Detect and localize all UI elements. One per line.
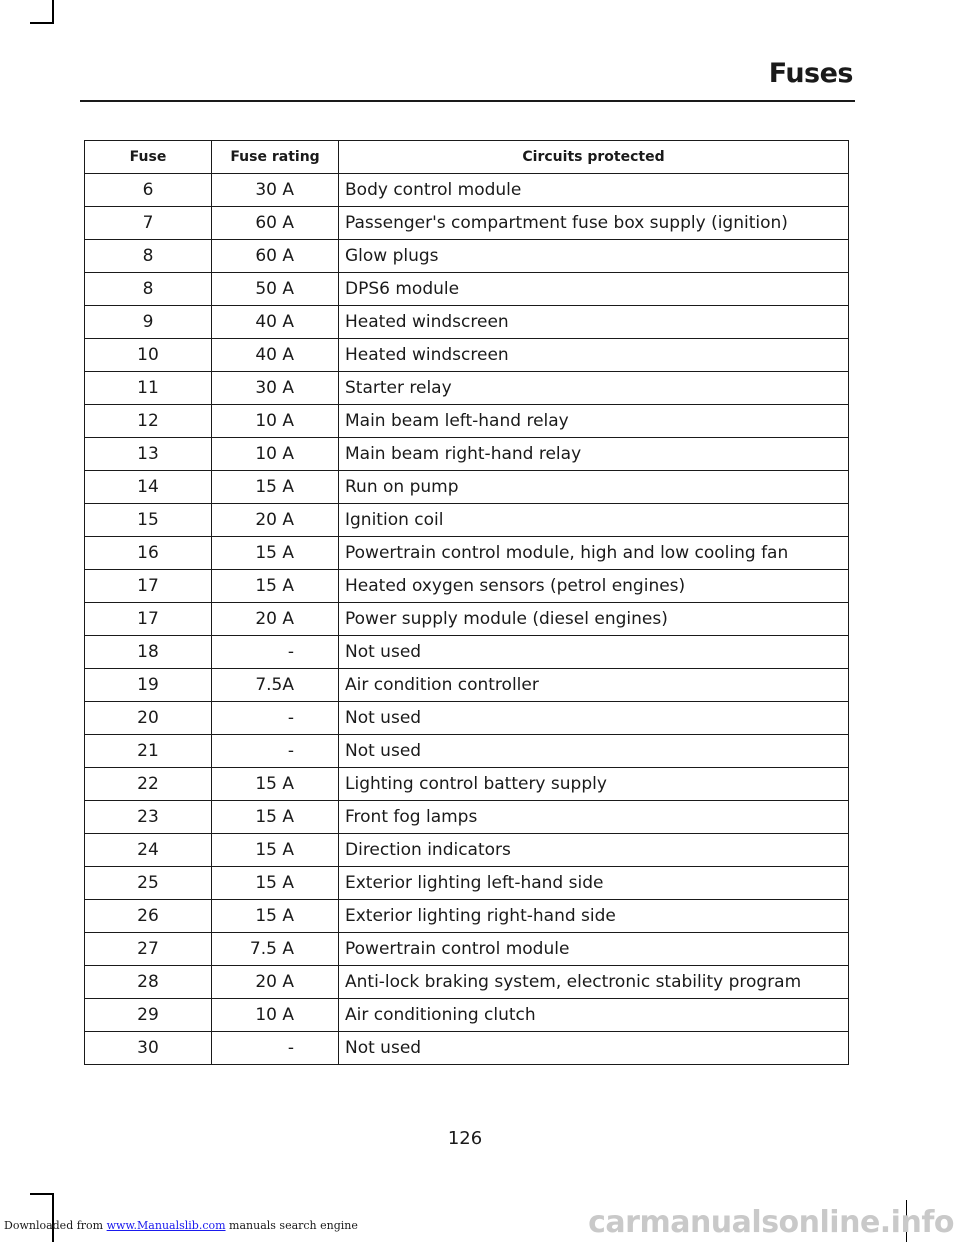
manualslib-link[interactable]: www.Manualslib.com: [106, 1219, 226, 1232]
circuit-protected: Starter relay: [339, 372, 849, 405]
circuit-protected: Body control module: [339, 174, 849, 207]
fuse-rating: 10 A: [212, 999, 339, 1032]
table-row: [85, 834, 849, 867]
circuit-protected: Anti-lock braking system, electronic stability program: [339, 966, 849, 999]
fuse-number: 29: [85, 999, 212, 1032]
circuit-protected: Direction indicators: [339, 834, 849, 867]
table-row: [85, 636, 849, 669]
fuse-number: 14: [85, 471, 212, 504]
table-row: [85, 999, 849, 1032]
fuse-number: 15: [85, 504, 212, 537]
circuit-protected: Heated windscreen: [339, 339, 849, 372]
table-row: [85, 438, 849, 471]
fuse-number: 6: [85, 174, 212, 207]
circuit-protected: Ignition coil: [339, 504, 849, 537]
fuse-rating: 30 A: [212, 372, 339, 405]
fuse-rating: 15 A: [212, 768, 339, 801]
fuse-rating: 20 A: [212, 504, 339, 537]
fuse-number: 28: [85, 966, 212, 999]
fuse-number: 8: [85, 240, 212, 273]
fuse-rating: 60 A: [212, 240, 339, 273]
circuit-protected: Air condition controller: [339, 669, 849, 702]
crop-mark-top-left-vertical: [52, 0, 54, 24]
fuse-rating: 15 A: [212, 867, 339, 900]
fuse-rating: 15 A: [212, 900, 339, 933]
fuse-number: 26: [85, 900, 212, 933]
fuse-rating: 15 A: [212, 801, 339, 834]
table-row: [85, 339, 849, 372]
fuse-rating: 60 A: [212, 207, 339, 240]
table-row: [85, 174, 849, 207]
fuse-number: 12: [85, 405, 212, 438]
column-header-circuits-protected: Circuits protected: [339, 141, 849, 174]
crop-mark-bottom-left-horizontal: [30, 1193, 54, 1195]
footer-suffix: manuals search engine: [225, 1219, 358, 1232]
column-header-fuse-rating: Fuse rating: [212, 141, 339, 174]
circuit-protected: Main beam right-hand relay: [339, 438, 849, 471]
table-row: [85, 471, 849, 504]
fuse-number: 24: [85, 834, 212, 867]
fuse-number: 22: [85, 768, 212, 801]
fuse-rating: 10 A: [212, 438, 339, 471]
circuit-protected: Main beam left-hand relay: [339, 405, 849, 438]
table-header-row: [85, 141, 849, 174]
fuse-table: [84, 140, 849, 1065]
crop-mark-bottom-left-vertical: [52, 1193, 54, 1242]
fuse-rating: 7.5 A: [212, 933, 339, 966]
fuse-rating: 7.5A: [212, 669, 339, 702]
table-row: [85, 240, 849, 273]
circuit-protected: Heated windscreen: [339, 306, 849, 339]
circuit-protected: Air conditioning clutch: [339, 999, 849, 1032]
page-number: 126: [447, 1128, 483, 1149]
circuit-protected: Powertrain control module, high and low cooling fan: [339, 537, 849, 570]
fuse-rating: -: [212, 735, 339, 768]
fuse-number: 20: [85, 702, 212, 735]
table-row: [85, 768, 849, 801]
circuit-protected: Passenger's compartment fuse box supply (ignition): [339, 207, 849, 240]
circuit-protected: Lighting control battery supply: [339, 768, 849, 801]
table-row: [85, 735, 849, 768]
fuse-rating: 15 A: [212, 834, 339, 867]
fuse-number: 27: [85, 933, 212, 966]
circuit-protected: Run on pump: [339, 471, 849, 504]
table-row: [85, 867, 849, 900]
fuse-rating: 40 A: [212, 339, 339, 372]
fuse-rating: 15 A: [212, 570, 339, 603]
fuse-number: 19: [85, 669, 212, 702]
circuit-protected: Glow plugs: [339, 240, 849, 273]
table-row: [85, 405, 849, 438]
fuse-rating: 50 A: [212, 273, 339, 306]
table-row: [85, 801, 849, 834]
circuit-protected: Not used: [339, 702, 849, 735]
title-divider: [80, 100, 855, 102]
circuit-protected: DPS6 module: [339, 273, 849, 306]
fuse-number: 25: [85, 867, 212, 900]
fuse-rating: 10 A: [212, 405, 339, 438]
circuit-protected: Front fog lamps: [339, 801, 849, 834]
download-footer: [4, 1219, 358, 1232]
table-row: [85, 702, 849, 735]
fuse-rating: 15 A: [212, 537, 339, 570]
fuse-number: 9: [85, 306, 212, 339]
fuse-number: 7: [85, 207, 212, 240]
circuit-protected: Not used: [339, 636, 849, 669]
circuit-protected: Exterior lighting right-hand side: [339, 900, 849, 933]
fuse-rating: 20 A: [212, 966, 339, 999]
fuse-rating: -: [212, 702, 339, 735]
fuse-number: 8: [85, 273, 212, 306]
table-row: [85, 900, 849, 933]
circuit-protected: Not used: [339, 735, 849, 768]
page-title: Fuses: [768, 58, 853, 89]
circuit-protected: Not used: [339, 1032, 849, 1065]
table-row: [85, 669, 849, 702]
fuse-rating: -: [212, 636, 339, 669]
fuse-number: 23: [85, 801, 212, 834]
fuse-rating: 20 A: [212, 603, 339, 636]
fuse-number: 17: [85, 603, 212, 636]
table-row: [85, 207, 849, 240]
table-row: [85, 273, 849, 306]
fuse-number: 16: [85, 537, 212, 570]
column-header-fuse: Fuse: [85, 141, 212, 174]
fuse-number: 13: [85, 438, 212, 471]
fuse-rating: 40 A: [212, 306, 339, 339]
circuit-protected: Exterior lighting left-hand side: [339, 867, 849, 900]
fuse-rating: -: [212, 1032, 339, 1065]
fuse-number: 18: [85, 636, 212, 669]
crop-mark-top-left-horizontal: [30, 22, 54, 24]
circuit-protected: Heated oxygen sensors (petrol engines): [339, 570, 849, 603]
circuit-protected: Powertrain control module: [339, 933, 849, 966]
table-row: [85, 1032, 849, 1065]
fuse-number: 17: [85, 570, 212, 603]
fuse-rating: 30 A: [212, 174, 339, 207]
footer-prefix: Downloaded from: [4, 1219, 107, 1232]
fuse-number: 30: [85, 1032, 212, 1065]
circuit-protected: Power supply module (diesel engines): [339, 603, 849, 636]
table-row: [85, 603, 849, 636]
table-row: [85, 570, 849, 603]
table-row: [85, 537, 849, 570]
fuse-number: 10: [85, 339, 212, 372]
fuse-number: 11: [85, 372, 212, 405]
fuse-rating: 15 A: [212, 471, 339, 504]
table-row: [85, 933, 849, 966]
table-row: [85, 504, 849, 537]
table-row: [85, 306, 849, 339]
watermark-logo: carmanualsonline.info: [588, 1205, 954, 1240]
table-row: [85, 966, 849, 999]
fuse-table-body: [85, 174, 849, 1065]
fuse-number: 21: [85, 735, 212, 768]
table-row: [85, 372, 849, 405]
